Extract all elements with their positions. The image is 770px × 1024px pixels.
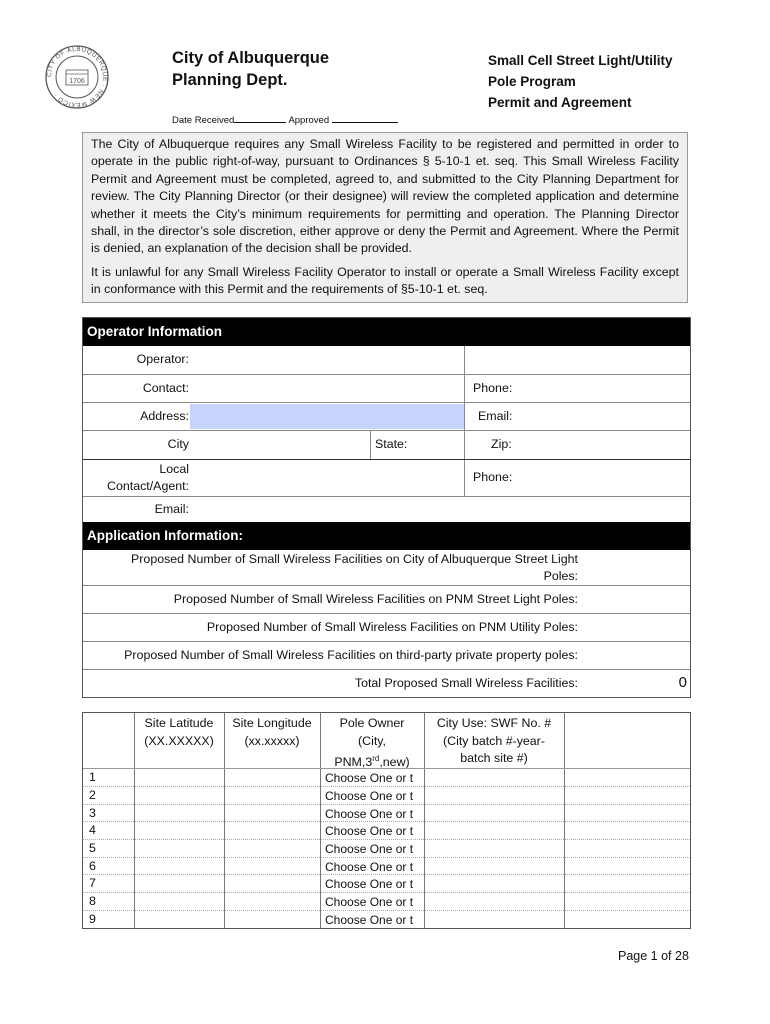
application-section-header: Application Information: <box>83 522 690 550</box>
operator-section-header: Operator Information <box>83 318 690 346</box>
site-row-number: 1 <box>89 770 96 784</box>
latitude-column-header: Site Latitude (XX.XXXXX) <box>144 716 214 748</box>
pole-owner-dropdown[interactable]: Choose One or t <box>325 913 414 927</box>
program-title-line3: Permit and Agreement <box>488 95 632 110</box>
pole-owner-dropdown[interactable]: Choose One or t <box>325 824 414 838</box>
email-field[interactable] <box>523 403 690 430</box>
pole-owner-dropdown[interactable]: Choose One or t <box>325 789 414 803</box>
site-row-divider <box>83 821 690 822</box>
pole-owner-dropdown[interactable]: Choose One or t <box>325 895 414 909</box>
pole-owner-dropdown[interactable]: Choose One or t <box>325 807 414 821</box>
site-row-number: 4 <box>89 823 96 837</box>
address-label: Address: <box>140 409 189 423</box>
pole-owner-dropdown[interactable]: Choose One or t <box>325 860 414 874</box>
site-row-number: 6 <box>89 859 96 873</box>
local-email-field[interactable] <box>191 497 690 522</box>
local-contact-label: Local Contact/Agent: <box>107 462 189 493</box>
total-label: Total Proposed Small Wireless Facilities: <box>354 676 578 690</box>
intro-paragraph-1: The City of Albuquerque requires any Small Wireless Facility to be registered and permitted in order to operate in the public right-of-way, pursuant to Ordinances § 5-10-1 et. seq. This Small Wireless Facility Permit and Agreement must be completed, agreed to, and submitted to the City Planning Department for review. The City Planning Director (or their designee) will review the completed application and determine whether it meets the City’s minimum requirements for permitting and operation. The Planning Director shall, in the director’s sole discretion, either approve or deny the Permit and Agreement. Where the Permit is denied, an explanation of the decision shall be provided. <box>91 137 679 256</box>
third-party-count-field[interactable] <box>580 642 690 669</box>
pnm-utility-label: Proposed Number of Small Wireless Facilities on PNM Utility Poles: <box>206 620 578 634</box>
site-row-number: 8 <box>89 894 96 908</box>
svg-text:CITY OF ALBUQUERQUE · NEW MEXI: CITY OF ALBUQUERQUE · NEW MEXICO · <box>45 45 109 109</box>
city-seal-logo <box>44 44 110 110</box>
site-row-number: 2 <box>89 788 96 802</box>
program-title <box>488 50 673 113</box>
swf-number-column-header: City Use: SWF No. # (City batch #-year- batch site #) <box>436 716 552 765</box>
svg-text:1706: 1706 <box>69 78 85 85</box>
phone-field[interactable] <box>523 375 690 402</box>
site-row-number: 3 <box>89 806 96 820</box>
operator-field[interactable] <box>191 346 463 374</box>
total-row <box>83 669 690 697</box>
operator-row <box>83 346 690 374</box>
approved-label: Approved <box>288 115 330 126</box>
date-received-field[interactable] <box>234 114 286 123</box>
site-row-divider <box>83 839 690 840</box>
pnm-utility-count-field[interactable] <box>580 614 690 641</box>
address-field[interactable] <box>190 404 464 429</box>
site-row-divider <box>83 857 690 858</box>
site-row-divider <box>83 786 690 787</box>
program-title-line1: Small Cell Street Light/Utility <box>488 53 673 68</box>
pnm-utility-row <box>83 613 690 641</box>
third-party-label: Proposed Number of Small Wireless Facilities on third-party private property poles: <box>124 648 578 662</box>
site-row-divider <box>83 804 690 805</box>
longitude-column-header: Site Longitude (xx.xxxxx) <box>232 716 312 748</box>
organization-title <box>172 47 329 91</box>
state-label: State: <box>375 437 408 451</box>
local-email-row <box>83 496 690 522</box>
pole-owner-column-header: Pole Owner (City, PNM,3rd,new) <box>334 716 410 770</box>
operator-label: Operator: <box>136 352 189 366</box>
intro-notice-box <box>82 132 688 303</box>
site-row-divider <box>83 768 690 769</box>
pole-owner-dropdown[interactable]: Choose One or t <box>325 842 414 856</box>
local-email-label: Email: <box>154 502 189 516</box>
pnm-street-row <box>83 585 690 613</box>
contact-row <box>83 374 690 402</box>
contact-field[interactable] <box>191 375 463 402</box>
pnm-street-count-field[interactable] <box>580 586 690 613</box>
date-received-label: Date Received <box>172 115 235 126</box>
org-name: City of Albuquerque <box>172 49 330 67</box>
city-label: City <box>167 437 189 451</box>
department-name: Planning Dept. <box>172 71 288 89</box>
pnm-street-label: Proposed Number of Small Wireless Facilities on PNM Street Light Poles: <box>173 592 578 606</box>
city-poles-count-field[interactable] <box>580 550 690 585</box>
pole-owner-dropdown[interactable]: Choose One or t <box>325 771 414 785</box>
site-row-number: 9 <box>89 912 96 926</box>
site-table <box>82 712 691 929</box>
date-received-approved-line <box>172 114 398 126</box>
site-row-number: 7 <box>89 876 96 890</box>
site-row-divider <box>83 892 690 893</box>
approved-field[interactable] <box>332 114 398 123</box>
state-field[interactable] <box>413 431 463 459</box>
total-value: 0 <box>678 674 687 691</box>
site-row-number: 5 <box>89 841 96 855</box>
address-row <box>83 402 690 430</box>
email-label: Email: <box>478 409 513 423</box>
local-contact-field[interactable] <box>191 460 463 496</box>
phone-label: Phone: <box>473 381 513 395</box>
city-poles-row <box>83 550 690 585</box>
city-state-zip-row <box>83 430 690 459</box>
city-field[interactable] <box>191 431 371 459</box>
zip-field[interactable] <box>523 431 690 459</box>
local-phone-field[interactable] <box>523 460 690 496</box>
intro-paragraph-2: It is unlawful for any Small Wireless Facility Operator to install or operate a Small Wireless Facility except in conformance with this Permit and the requirements of §5-10-1 et. seq. <box>91 264 679 297</box>
local-contact-row <box>83 459 690 496</box>
page-number: Page 1 of 28 <box>618 949 689 963</box>
third-party-row <box>83 641 690 669</box>
local-phone-label: Phone: <box>473 470 513 484</box>
operator-extra-field[interactable] <box>465 346 690 374</box>
pole-owner-dropdown[interactable]: Choose One or t <box>325 877 414 891</box>
city-poles-label: Proposed Number of Small Wireless Facilities on City of Albuquerque Street Light Poles: <box>131 552 578 583</box>
operator-information-section <box>82 317 691 698</box>
site-row-divider <box>83 910 690 911</box>
zip-label: Zip: <box>491 437 512 451</box>
program-title-line2: Pole Program <box>488 74 576 89</box>
contact-label: Contact: <box>142 381 189 395</box>
site-row-divider <box>83 874 690 875</box>
